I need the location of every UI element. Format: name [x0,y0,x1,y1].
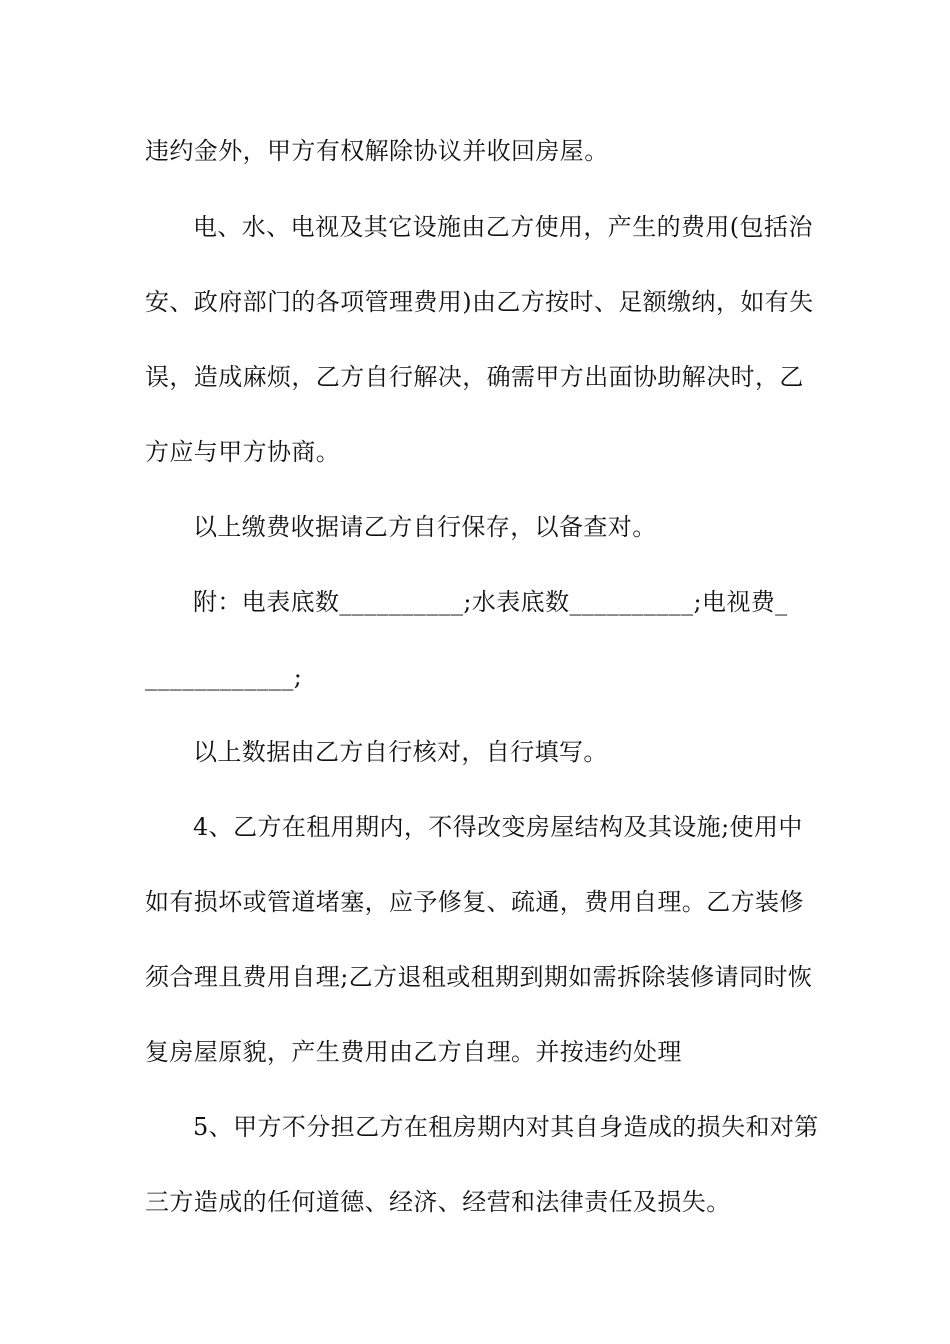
text-line: 误，造成麻烦，乙方自行解决，确需甲方出面协助解决时，乙 [145,363,804,391]
text-line: 以上数据由乙方自行核对，自行填写。 [193,738,608,766]
text-line: 附：电表底数__________;水表底数__________;电视费_ [193,588,788,616]
text-line: 安、政府部门的各项管理费用)由乙方按时、足额缴纳，如有失 [145,288,814,316]
text-line: 如有损坏或管道堵塞，应予修复、疏通，费用自理。乙方装修 [145,888,804,916]
text-line: 电、水、电视及其它设施由乙方使用，产生的费用(包括治 [193,213,813,241]
text-line: 须合理且费用自理;乙方退租或租期到期如需拆除装修请同时恢 [145,963,813,991]
text-line: 以上缴费收据请乙方自行保存，以备查对。 [193,513,657,541]
text-line: 方应与甲方协商。 [145,438,341,466]
text-line: 4、乙方在租用期内，不得改变房屋结构及其设施;使用中 [193,813,803,841]
text-line: 5、甲方不分担乙方在租房期内对其自身造成的损失和对第 [193,1113,819,1141]
text-line: 违约金外，甲方有权解除协议并收回房屋。 [145,137,609,165]
text-line: 三方造成的任何道德、经济、经营和法律责任及损失。 [145,1188,731,1216]
text-line: 复房屋原貌，产生费用由乙方自理。并按违约处理 [145,1038,682,1066]
text-line: ____________; [145,663,303,691]
